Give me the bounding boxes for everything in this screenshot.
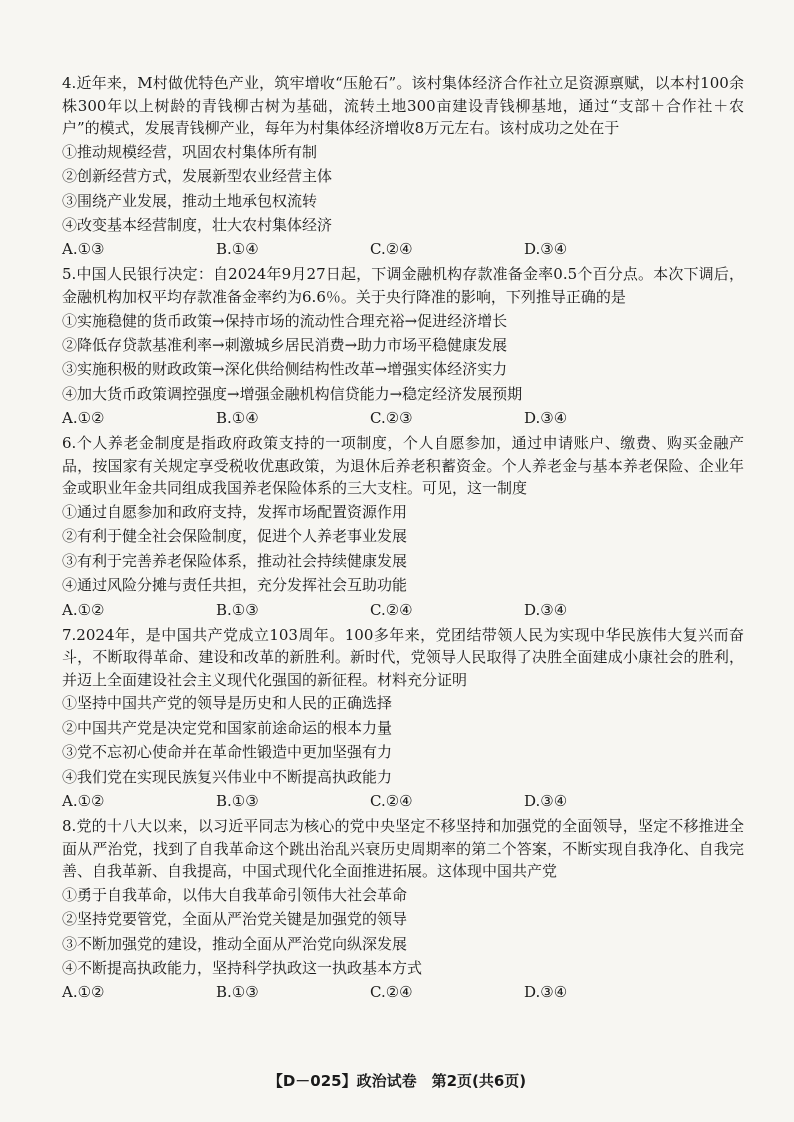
answer-choices [62,789,744,813]
answer-choices [62,406,744,430]
option-3: ③不断加强党的建设，推动全面从严治党向纵深发展 [62,934,408,953]
choice-b[interactable]: B.①④ [216,240,259,259]
option-4: ④通过风险分摊与责任共担，充分发挥社会互助功能 [62,576,408,595]
question-stem: 8.党的十八大以来，以习近平同志为核心的党中央坚定不移坚持和加强党的全面领导，坚定不移推进全面从严治党，找到了自我革命这个跳出治乱兴衰历史周期率的第二个答案，不断实现自我净化、自我完善、自我革新、自我提高，中国式现代化全面推进拓展。这体现中国共产党 [62,817,744,881]
option-3: ③党不忘初心使命并在革命性锻造中更加坚强有力 [62,743,393,762]
question-8 [62,815,744,1004]
option-4: ④加大货币政策调控强度→增强金融机构信贷能力→稳定经济发展预期 [62,384,523,403]
choice-d[interactable]: D.③④ [524,240,568,259]
choice-d[interactable]: D.③④ [524,600,568,619]
option-3: ③围绕产业发展，推动土地承包权流转 [62,191,318,210]
option-3: ③实施积极的财政政策→深化供给侧结构性改革→增强实体经济实力 [62,360,508,379]
choice-a[interactable]: A.①② [62,792,105,811]
choice-d[interactable]: D.③④ [524,409,568,428]
option-3: ③有利于完善养老保险体系，推动社会持续健康发展 [62,551,408,570]
question-5 [62,263,744,430]
question-stem: 4.近年来，M村做优特色产业，筑牢增收“压舱石”。该村集体经济合作社立足资源禀赋，以本村100余株300年以上树龄的青钱柳古树为基础，流转土地300亩建设青钱柳基地，通过“支部＋合作社＋农户”的模式，发展青钱柳产业，每年为村集体经济增收8万元左右。该村成功之处在于 [62,74,744,138]
choice-a[interactable]: A.①② [62,600,105,619]
choice-c[interactable]: C.②③ [370,409,413,428]
option-1: ①坚持中国共产党的领导是历史和人民的正确选择 [62,694,393,713]
choice-b[interactable]: B.①③ [216,792,259,811]
choice-a[interactable]: A.①③ [62,240,105,259]
answer-choices [62,980,744,1004]
question-stem: 7.2024年，是中国共产党成立103周年。100多年来，党团结带领人民为实现中华民族伟大复兴而奋斗，不断取得革命、建设和改革的新胜利。新时代，党领导人民取得了决胜全面建成小康社会的胜利，并迈上全面建设社会主义现代化强国的新征程。材料充分证明 [62,625,744,689]
answer-choices [62,237,744,261]
option-1: ①通过自愿参加和政府支持，发挥市场配置资源作用 [62,503,408,521]
option-2: ②中国共产党是决定党和国家前途命运的根本力量 [62,718,393,737]
page-footer: 【D－025】政治试卷 第2页(共6页) [267,1072,527,1090]
choice-c[interactable]: C.②④ [370,792,413,811]
option-2: ②降低存贷款基准利率→刺激城乡居民消费→助力市场平稳健康发展 [62,336,508,354]
option-1: ①实施稳健的货币政策→保持市场的流动性合理充裕→促进经济增长 [62,311,508,330]
choice-c[interactable]: C.②④ [370,600,413,619]
question-stem: 6.个人养老金制度是指政府政策支持的一项制度，个人自愿参加，通过申请账户、缴费、购买金融产品，按国家有关规定享受税收优惠政策，为退休后养老积蓄资金。个人养老金与基本养老保险、企业年金或职业年金共同组成我国养老保险体系的三大支柱。可见，这一制度 [62,434,744,498]
choice-b[interactable]: B.①③ [216,600,259,619]
question-6 [62,432,744,621]
question-4 [62,72,744,261]
choice-d[interactable]: D.③④ [524,983,568,1002]
question-stem: 5.中国人民银行决定：自2024年9月27日起，下调金融机构存款准备金率0.5个百分点。本次下调后，金融机构加权平均存款准备金率约为6.6％。关于央行降准的影响，下列推导正确的是 [62,265,744,306]
answer-choices [62,598,744,622]
option-4: ④改变基本经营制度，壮大农村集体经济 [62,216,333,234]
option-1: ①勇于自我革命，以伟大自我革命引领伟大社会革命 [62,885,408,904]
choice-c[interactable]: C.②④ [370,983,413,1002]
option-2: ②坚持党要管党，全面从严治党关键是加强党的领导 [62,910,408,929]
choice-b[interactable]: B.①③ [216,983,259,1002]
option-4: ④我们党在实现民族复兴伟业中不断提高执政能力 [62,767,393,786]
option-2: ②有利于健全社会保险制度，促进个人养老事业发展 [62,527,408,546]
option-1: ①推动规模经营，巩固农村集体所有制 [62,142,318,161]
choice-b[interactable]: B.①④ [216,409,259,428]
option-4: ④不断提高执政能力，坚持科学执政这一执政基本方式 [62,959,423,978]
choice-a[interactable]: A.①② [62,409,105,428]
question-7 [62,624,744,813]
choice-a[interactable]: A.①② [62,983,105,1002]
choice-c[interactable]: C.②④ [370,240,413,259]
choice-d[interactable]: D.③④ [524,792,568,811]
option-2: ②创新经营方式，发展新型农业经营主体 [62,167,333,186]
